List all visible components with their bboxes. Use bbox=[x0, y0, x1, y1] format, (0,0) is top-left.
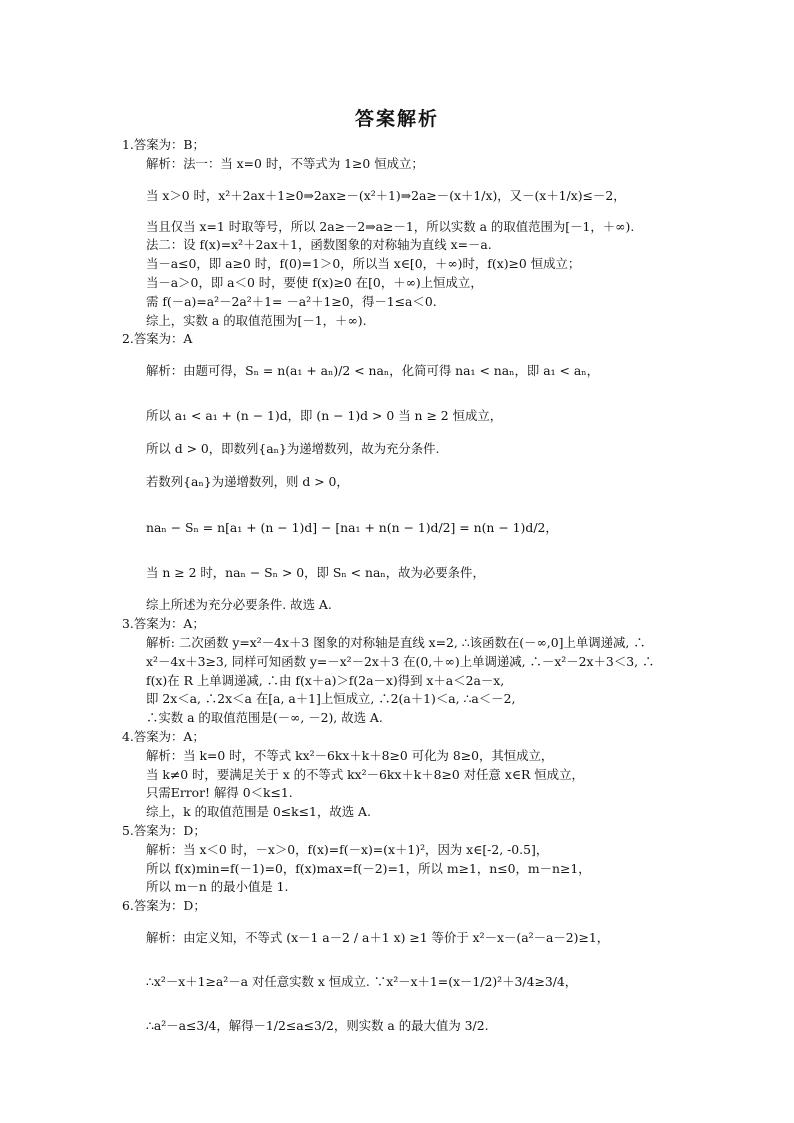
question-5-answer: 5.答案为：D； bbox=[122, 822, 206, 838]
q4-line-4: 综上，k 的取值范围是 0≤k≤1，故选 A. bbox=[146, 804, 371, 820]
q2-line-1: 解析：由题可得，Sₙ = n(a₁ + aₙ)/2 < naₙ，化简可得 na₁ < naₙ，即 a₁ < aₙ， bbox=[146, 363, 599, 379]
q2-line-3: 所以 d > 0，即数列{aₙ}为递增数列，故为充分条件. bbox=[146, 440, 440, 456]
q1-line-6: 当－a＞0，即 a＜0 时，要使 f(x)≥0 在[0，＋∞)上恒成立， bbox=[146, 274, 483, 290]
question-6-answer: 6.答案为：D； bbox=[122, 898, 206, 914]
q4-line-3: 只需Error! 解得 0＜k≤1. bbox=[146, 785, 293, 801]
question-1-answer: 1.答案为：B； bbox=[122, 137, 205, 152]
q4-line-1: 解析：当 k=0 时，不等式 kx²－6kx＋k＋8≥0 可化为 8≥0，其恒成立， bbox=[146, 747, 554, 763]
question-5 bbox=[122, 822, 682, 897]
answer-content bbox=[122, 136, 682, 1048]
q2-line-7: 综上所述为充分必要条件. 故选 A. bbox=[146, 597, 332, 613]
question-4 bbox=[122, 728, 682, 822]
question-3 bbox=[122, 615, 682, 728]
q5-line-1: 解析：当 x＜0 时，－x＞0，f(x)=f(－x)=(x＋1)²，因为 x∈[-2, -0.5]， bbox=[146, 841, 549, 857]
q1-line-8: 综上，实数 a 的取值范围为[－1，＋∞). bbox=[146, 312, 367, 328]
q3-line-2: x²－4x＋3≥3, 同样可知函数 y=－x²－2x＋3 在(0,＋∞)上单调递减, ∴－x²－2x＋3＜3, ∴ bbox=[146, 653, 655, 669]
q3-line-4: 即 2x＜a, ∴2x＜a 在[a, a＋1]上恒成立, ∴2(a＋1)＜a, ∴a＜－2, bbox=[146, 691, 516, 707]
q3-line-1: 解析: 二次函数 y=x²－4x＋3 图象的对称轴是直线 x=2, ∴该函数在(－∞,0]上单调递减, ∴ bbox=[146, 634, 646, 650]
page-title: 答案解析 bbox=[354, 108, 439, 130]
q1-line-4: 法二：设 f(x)=x²＋2ax＋1，函数图象的对称轴为直线 x=－a. bbox=[146, 237, 492, 253]
q2-line-5: naₙ − Sₙ = n[a₁ + (n − 1)d] − [na₁ + n(n − 1)d/2] = n(n − 1)d/2， bbox=[146, 519, 558, 535]
q1-line-7: 需 f(－a)=a²－2a²＋1= －a²＋1≥0，得－1≤a＜0. bbox=[146, 293, 437, 309]
q6-line-2: ∴x²－x＋1≥a²－a 对任意实数 x 恒成立. ∵x²－x＋1=(x－1/2)²＋3/4≥3/4， bbox=[146, 973, 578, 989]
q2-line-6: 当 n ≥ 2 时，naₙ − Sₙ > 0，即 Sₙ < naₙ，故为必要条件， bbox=[146, 564, 485, 580]
question-6 bbox=[122, 897, 682, 1048]
q6-line-1: 解析：由定义知，不等式 (x－1 a－2 / a＋1 x) ≥1 等价于 x²－x－(a²－a－2)≥1， bbox=[146, 929, 610, 945]
q4-line-2: 当 k≠0 时，要满足关于 x 的不等式 kx²－6kx＋k＋8≥0 对任意 x∈R 恒成立， bbox=[146, 766, 584, 782]
q2-line-2: 所以 a₁ < a₁ + (n − 1)d，即 (n − 1)d > 0 当 n ≥ 2 恒成立， bbox=[146, 408, 503, 424]
question-2-answer: 2.答案为：A bbox=[122, 331, 193, 347]
question-4-answer: 4.答案为：A； bbox=[122, 728, 205, 744]
question-3-answer: 3.答案为：A； bbox=[122, 616, 205, 632]
q2-line-4: 若数列{aₙ}为递增数列，则 d > 0， bbox=[146, 473, 349, 489]
q1-line-3: 当且仅当 x=1 时取等号，所以 2a≥－2⇒a≥－1，所以实数 a 的取值范围为[－1，＋∞). bbox=[146, 218, 635, 234]
question-2 bbox=[122, 330, 682, 615]
q5-line-2: 所以 f(x)min=f(－1)=0，f(x)max=f(－2)=1，所以 m≥1，n≤0，m－n≥1， bbox=[146, 860, 591, 876]
q1-line-1: 解析：法一：当 x=0 时，不等式为 1≥0 恒成立； bbox=[146, 155, 424, 171]
q1-line-5: 当－a≤0，即 a≥0 时，f(0)=1＞0，所以当 x∈[0，＋∞)时，f(x)≥0 恒成立； bbox=[146, 256, 581, 272]
question-1 bbox=[122, 136, 682, 330]
q3-line-5: ∴实数 a 的取值范围是(－∞, －2), 故选 A. bbox=[146, 710, 383, 726]
q3-line-3: f(x)在 R 上单调递减, ∴由 f(x＋a)＞f(2a－x)得到 x＋a＜2a－x, bbox=[146, 672, 505, 688]
q1-line-2: 当 x＞0 时，x²＋2ax＋1≥0⇒2ax≥－(x²＋1)⇒2a≥－(x＋1/x)，又－(x＋1/x)≤－2， bbox=[146, 187, 626, 203]
q5-line-3: 所以 m－n 的最小值是 1. bbox=[146, 879, 289, 895]
q6-line-3: ∴a²－a≤3/4，解得－1/2≤a≤3/2，则实数 a 的最大值为 3/2. bbox=[146, 1017, 489, 1033]
